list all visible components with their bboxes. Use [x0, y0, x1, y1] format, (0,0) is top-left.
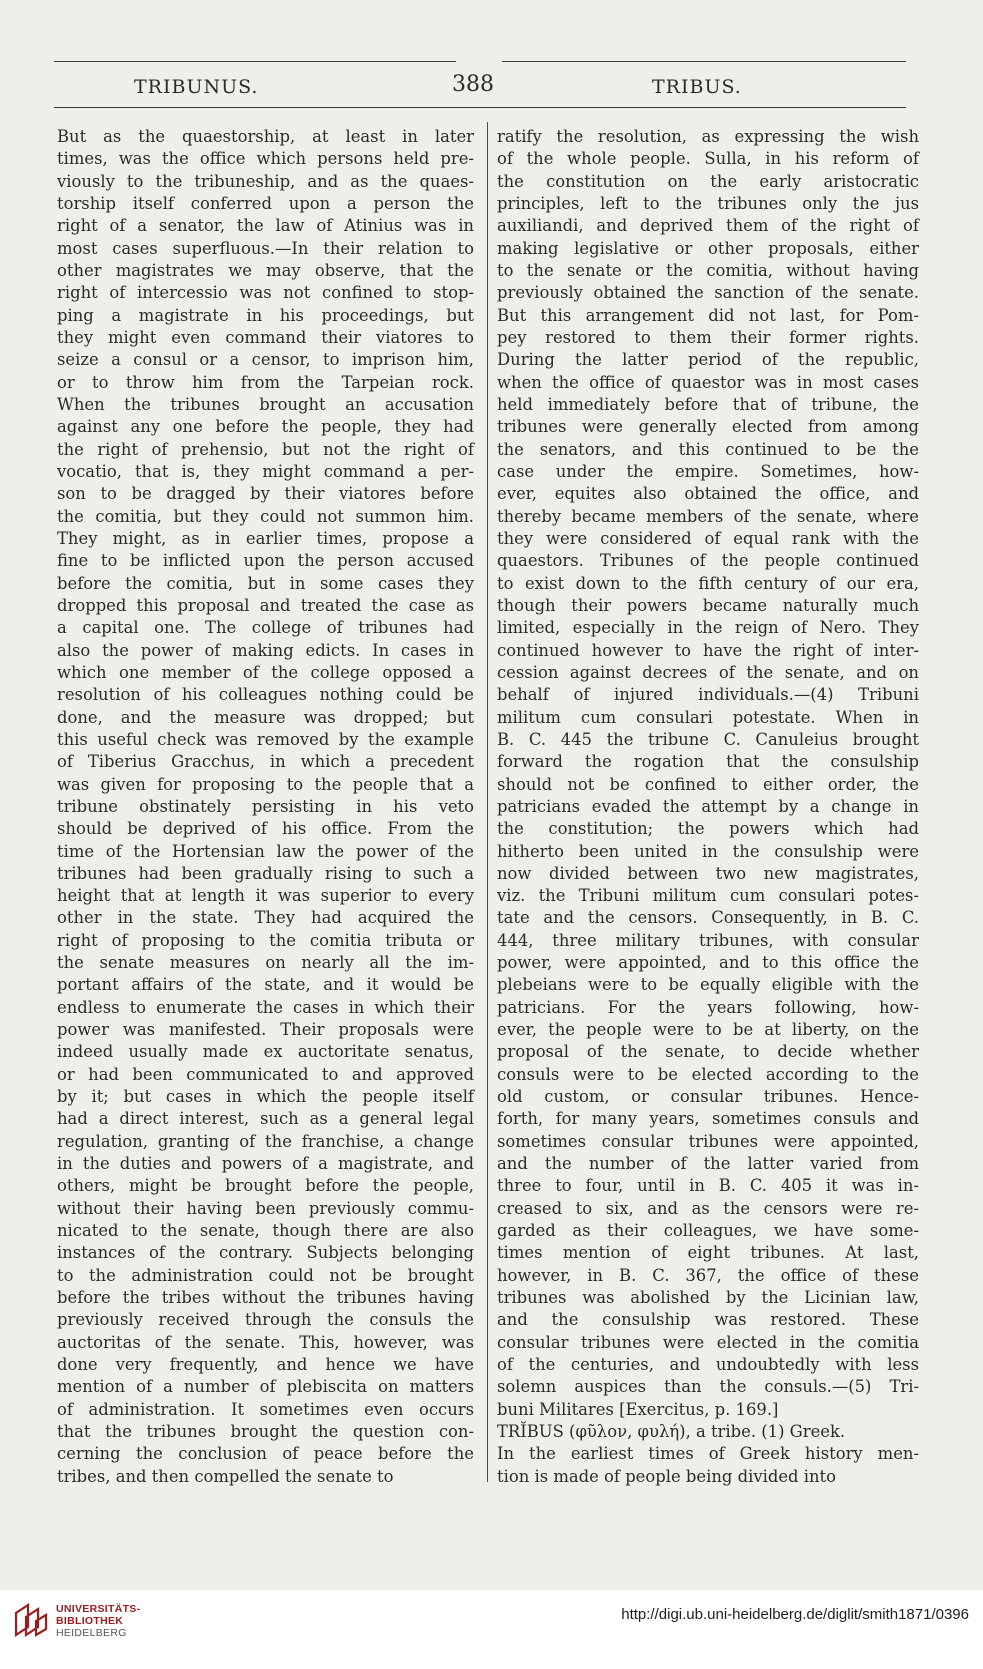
text-line: buni Militares [Exercitus, p. 169.] [497, 1399, 779, 1419]
text-line: to the administration could not be brought [57, 1265, 474, 1285]
text-line: forward the rogation that the consulship [497, 752, 919, 772]
text-line: 444, three military tribunes, with consular [497, 930, 919, 950]
text-line: previously obtained the sanction of the senate. [497, 283, 919, 303]
text-line: militum cum consulari potestate. When in [497, 707, 919, 727]
text-line: making legislative or other proposals, either [497, 238, 919, 258]
text-line: mention of a number of plebiscita on matters [57, 1377, 474, 1397]
text-line: by it; but cases in which the people itself [57, 1087, 474, 1107]
text-line: time of the Hortensian law the power of the [57, 841, 474, 861]
text-line: of the centuries, and undoubtedly with less [497, 1355, 919, 1375]
text-line: tribune obstinately persisting in his veto [57, 796, 474, 816]
text-line: tribes, and then compelled the senate to [57, 1466, 394, 1486]
text-line: patricians evaded the attempt by a change in [497, 796, 919, 816]
text-line: B. C. 445 the tribune C. Canuleius brought [497, 729, 919, 749]
text-line: ever, the people were to be at liberty, on the [497, 1020, 919, 1040]
top-rule-left [54, 61, 456, 62]
text-line: behalf of injured individuals.—(4) Tribuni [497, 685, 919, 705]
text-line: dropped this proposal and treated the case as [57, 595, 474, 615]
text-line: to the senate or the comitia, without having [497, 260, 919, 280]
library-name-line-3: HEIDELBERG [56, 1627, 127, 1639]
text-line: quaestors. Tribunes of the people continued [497, 551, 919, 571]
text-line: forth, for many years, sometimes consuls and [497, 1109, 919, 1129]
running-head [54, 72, 906, 106]
text-line: tribunes were generally elected from among [497, 417, 919, 437]
text-line: the senators, and this continued to be the [497, 439, 919, 459]
text-line: cerning the conclusion of peace before the [57, 1444, 474, 1464]
text-line: in the duties and powers of a magistrate, and [57, 1154, 474, 1174]
text-line: right of intercessio was not confined to stop- [57, 283, 474, 303]
text-line: fine to be inflicted upon the person accused [57, 551, 474, 571]
text-line: tribunes was abolished by the Licinian law, [497, 1288, 919, 1308]
text-line: the constitution; the powers which had [497, 819, 919, 839]
text-line: they were considered of equal rank with the [497, 528, 919, 548]
text-line: limited, especially in the reign of Nero. They [497, 618, 919, 638]
text-line: ping a magistrate in his proceedings, but [57, 305, 474, 325]
page-number: 388 [452, 72, 494, 97]
text-line: and the number of the latter varied from [497, 1154, 919, 1174]
text-line: auxiliandi, and deprived them of the right of [497, 216, 919, 236]
text-line: consuls were to be elected according to the [497, 1064, 919, 1084]
text-line: the senate measures on nearly all the im- [57, 953, 474, 973]
text-line: sometimes consular tribunes were appointed, [497, 1131, 919, 1151]
text-line: viz. the Tribuni militum cum consulari potes- [497, 886, 919, 906]
text-line: endless to enumerate the cases in which their [57, 997, 474, 1017]
text-line: nicated to the senate, though there are also [57, 1221, 474, 1241]
text-line: to exist down to the fifth century of our era, [497, 573, 919, 593]
text-line: TRĬBUS (φῦλον, φυλή), a tribe. (1) Greek. [497, 1422, 846, 1442]
running-head-right: TRIBUS. [652, 76, 742, 98]
text-line: done very frequently, and hence we have [57, 1355, 474, 1375]
text-line: auctoritas of the senate. This, however, was [57, 1332, 474, 1352]
text-line: that the tribunes brought the question con- [57, 1422, 474, 1442]
text-line: right of a senator, the law of Atinius was in [57, 216, 474, 236]
library-name[interactable] [56, 1603, 140, 1639]
text-line: They might, as in earlier times, propose a [57, 528, 474, 548]
text-line: also the power of making edicts. In cases in [57, 640, 474, 660]
text-line: torship itself conferred upon a person the [57, 193, 474, 213]
text-line: of the whole people. Sulla, in his reform of [497, 149, 919, 169]
text-line: tion is made of people being divided into [497, 1466, 836, 1486]
text-line: pey restored to them their former rights. [497, 327, 919, 347]
text-line: of administration. It sometimes even occurs [57, 1399, 474, 1419]
text-line: thereby became members of the senate, where [497, 506, 919, 526]
text-line: indeed usually made ex auctoritate senatus, [57, 1042, 474, 1062]
text-line: principles, left to the tribunes only the jus [497, 193, 919, 213]
text-line: When the tribunes brought an accusation [57, 394, 474, 414]
text-line: other in the state. They had acquired the [57, 908, 474, 928]
text-line: regulation, granting of the franchise, a change [57, 1131, 474, 1151]
text-line: before the comitia, but in some cases they [57, 573, 474, 593]
viewer-footer [0, 1590, 983, 1669]
text-line: most cases superfluous.—In their relation to [57, 238, 474, 258]
text-line: But as the quaestorship, at least in later [57, 127, 474, 146]
text-line: creased to six, and as the censors were re- [497, 1198, 919, 1218]
text-line: portant affairs of the state, and it would be [57, 975, 474, 995]
text-line: right of proposing to the comitia tributa or [57, 930, 474, 950]
permalink-url[interactable]: http://digi.ub.uni-heidelberg.de/diglit/smith1871/0396 [621, 1606, 969, 1623]
text-line: however, in B. C. 367, the office of these [497, 1265, 919, 1285]
top-rule-right [502, 61, 906, 62]
text-line: or to throw him from the Tarpeian rock. [57, 372, 474, 392]
text-line: a capital one. The college of tribunes had [57, 618, 474, 638]
text-line: held immediately before that of tribune, the [497, 394, 919, 414]
text-line: should be deprived of his office. From the [57, 819, 474, 839]
text-line: now divided between two new magistrates, [497, 863, 919, 883]
text-line: continued however to have the right of inter- [497, 640, 919, 660]
library-name-line-2: BIBLIOTHEK [56, 1615, 124, 1627]
library-name-line-1: UNIVERSITÄTS- [56, 1603, 141, 1615]
text-line: other magistrates we may observe, that the [57, 260, 474, 280]
text-line: But this arrangement did not last, for Pom- [497, 305, 919, 325]
text-line: During the latter period of the republic, [497, 350, 919, 370]
text-line: patricians. For the years following, how- [497, 997, 919, 1017]
text-line: power was manifested. Their proposals were [57, 1020, 474, 1040]
text-line: tate and the censors. Consequently, in B. C. [497, 908, 919, 928]
text-line: they might even command their viatores to [57, 327, 474, 347]
text-line: consular tribunes were elected in the comitia [497, 1332, 919, 1352]
text-line: the right of prehensio, but not the right of [57, 439, 474, 459]
text-line: and the consulship was restored. These [497, 1310, 919, 1330]
text-line: power, were appointed, and to this office the [497, 953, 919, 973]
right-column [497, 126, 919, 1488]
text-line: the constitution on the early aristocratic [497, 171, 919, 191]
text-line: In the earliest times of Greek history men- [497, 1444, 919, 1464]
text-line: hitherto been united in the consulship were [497, 841, 919, 861]
text-line: previously received through the consuls the [57, 1310, 474, 1330]
text-line: though their powers became naturally much [497, 595, 919, 615]
text-line: times mention of eight tribunes. At last, [497, 1243, 919, 1263]
header-rule [54, 107, 906, 108]
text-line: tribunes had been gradually rising to such a [57, 863, 474, 883]
text-line: proposal of the senate, to decide whether [497, 1042, 919, 1062]
text-line: without their having been previously commu- [57, 1198, 474, 1218]
text-line: this useful check was removed by the example [57, 729, 474, 749]
left-column [57, 126, 474, 1488]
text-line: of Tiberius Gracchus, in which a precedent [57, 752, 474, 772]
text-line: should not be confined to either order, the [497, 774, 919, 794]
text-line: before the tribes without the tribunes having [57, 1288, 474, 1308]
column-divider [487, 122, 488, 1482]
running-head-left: TRIBUNUS. [134, 76, 259, 98]
text-line: plebeians were to be equally eligible with the [497, 975, 919, 995]
text-line: son to be dragged by their viatores before [57, 484, 474, 504]
text-line: old custom, or consular tribunes. Hence- [497, 1087, 919, 1107]
text-line: done, and the measure was dropped; but [57, 707, 474, 727]
text-line: seize a consul or a censor, to imprison him, [57, 350, 474, 370]
text-line: was given for proposing to the people that a [57, 774, 474, 794]
text-line: ratify the resolution, as expressing the wish [497, 127, 919, 146]
text-line: had a direct interest, such as a general legal [57, 1109, 474, 1129]
text-line: when the office of quaestor was in most cases [497, 372, 919, 392]
text-line: instances of the contrary. Subjects belonging [57, 1243, 474, 1263]
text-line: against any one before the people, they had [57, 417, 474, 437]
text-line: times, was the office which persons held pre- [57, 149, 474, 169]
text-line: three to four, until in B. C. 405 it was in- [497, 1176, 919, 1196]
text-line: resolution of his colleagues nothing could be [57, 685, 474, 705]
text-line: case under the empire. Sometimes, how- [497, 461, 919, 481]
text-line: others, might be brought before the people, [57, 1176, 474, 1196]
text-line: or had been communicated to and approved [57, 1064, 474, 1084]
text-line: garded as their colleagues, we have some- [497, 1221, 919, 1241]
text-line: solemn auspices than the consuls.—(5) Tri- [497, 1377, 919, 1397]
text-line: vocatio, that is, they might command a per- [57, 461, 474, 481]
university-logo-icon[interactable] [12, 1601, 50, 1639]
text-line: the comitia, but they could not summon him. [57, 506, 474, 526]
text-line: cession against decrees of the senate, and on [497, 662, 919, 682]
text-line: ever, equites also obtained the office, and [497, 484, 919, 504]
text-line: viously to the tribuneship, and as the quaes- [57, 171, 474, 191]
text-line: which one member of the college opposed a [57, 662, 474, 682]
text-line: height that at length it was superior to every [57, 886, 474, 906]
